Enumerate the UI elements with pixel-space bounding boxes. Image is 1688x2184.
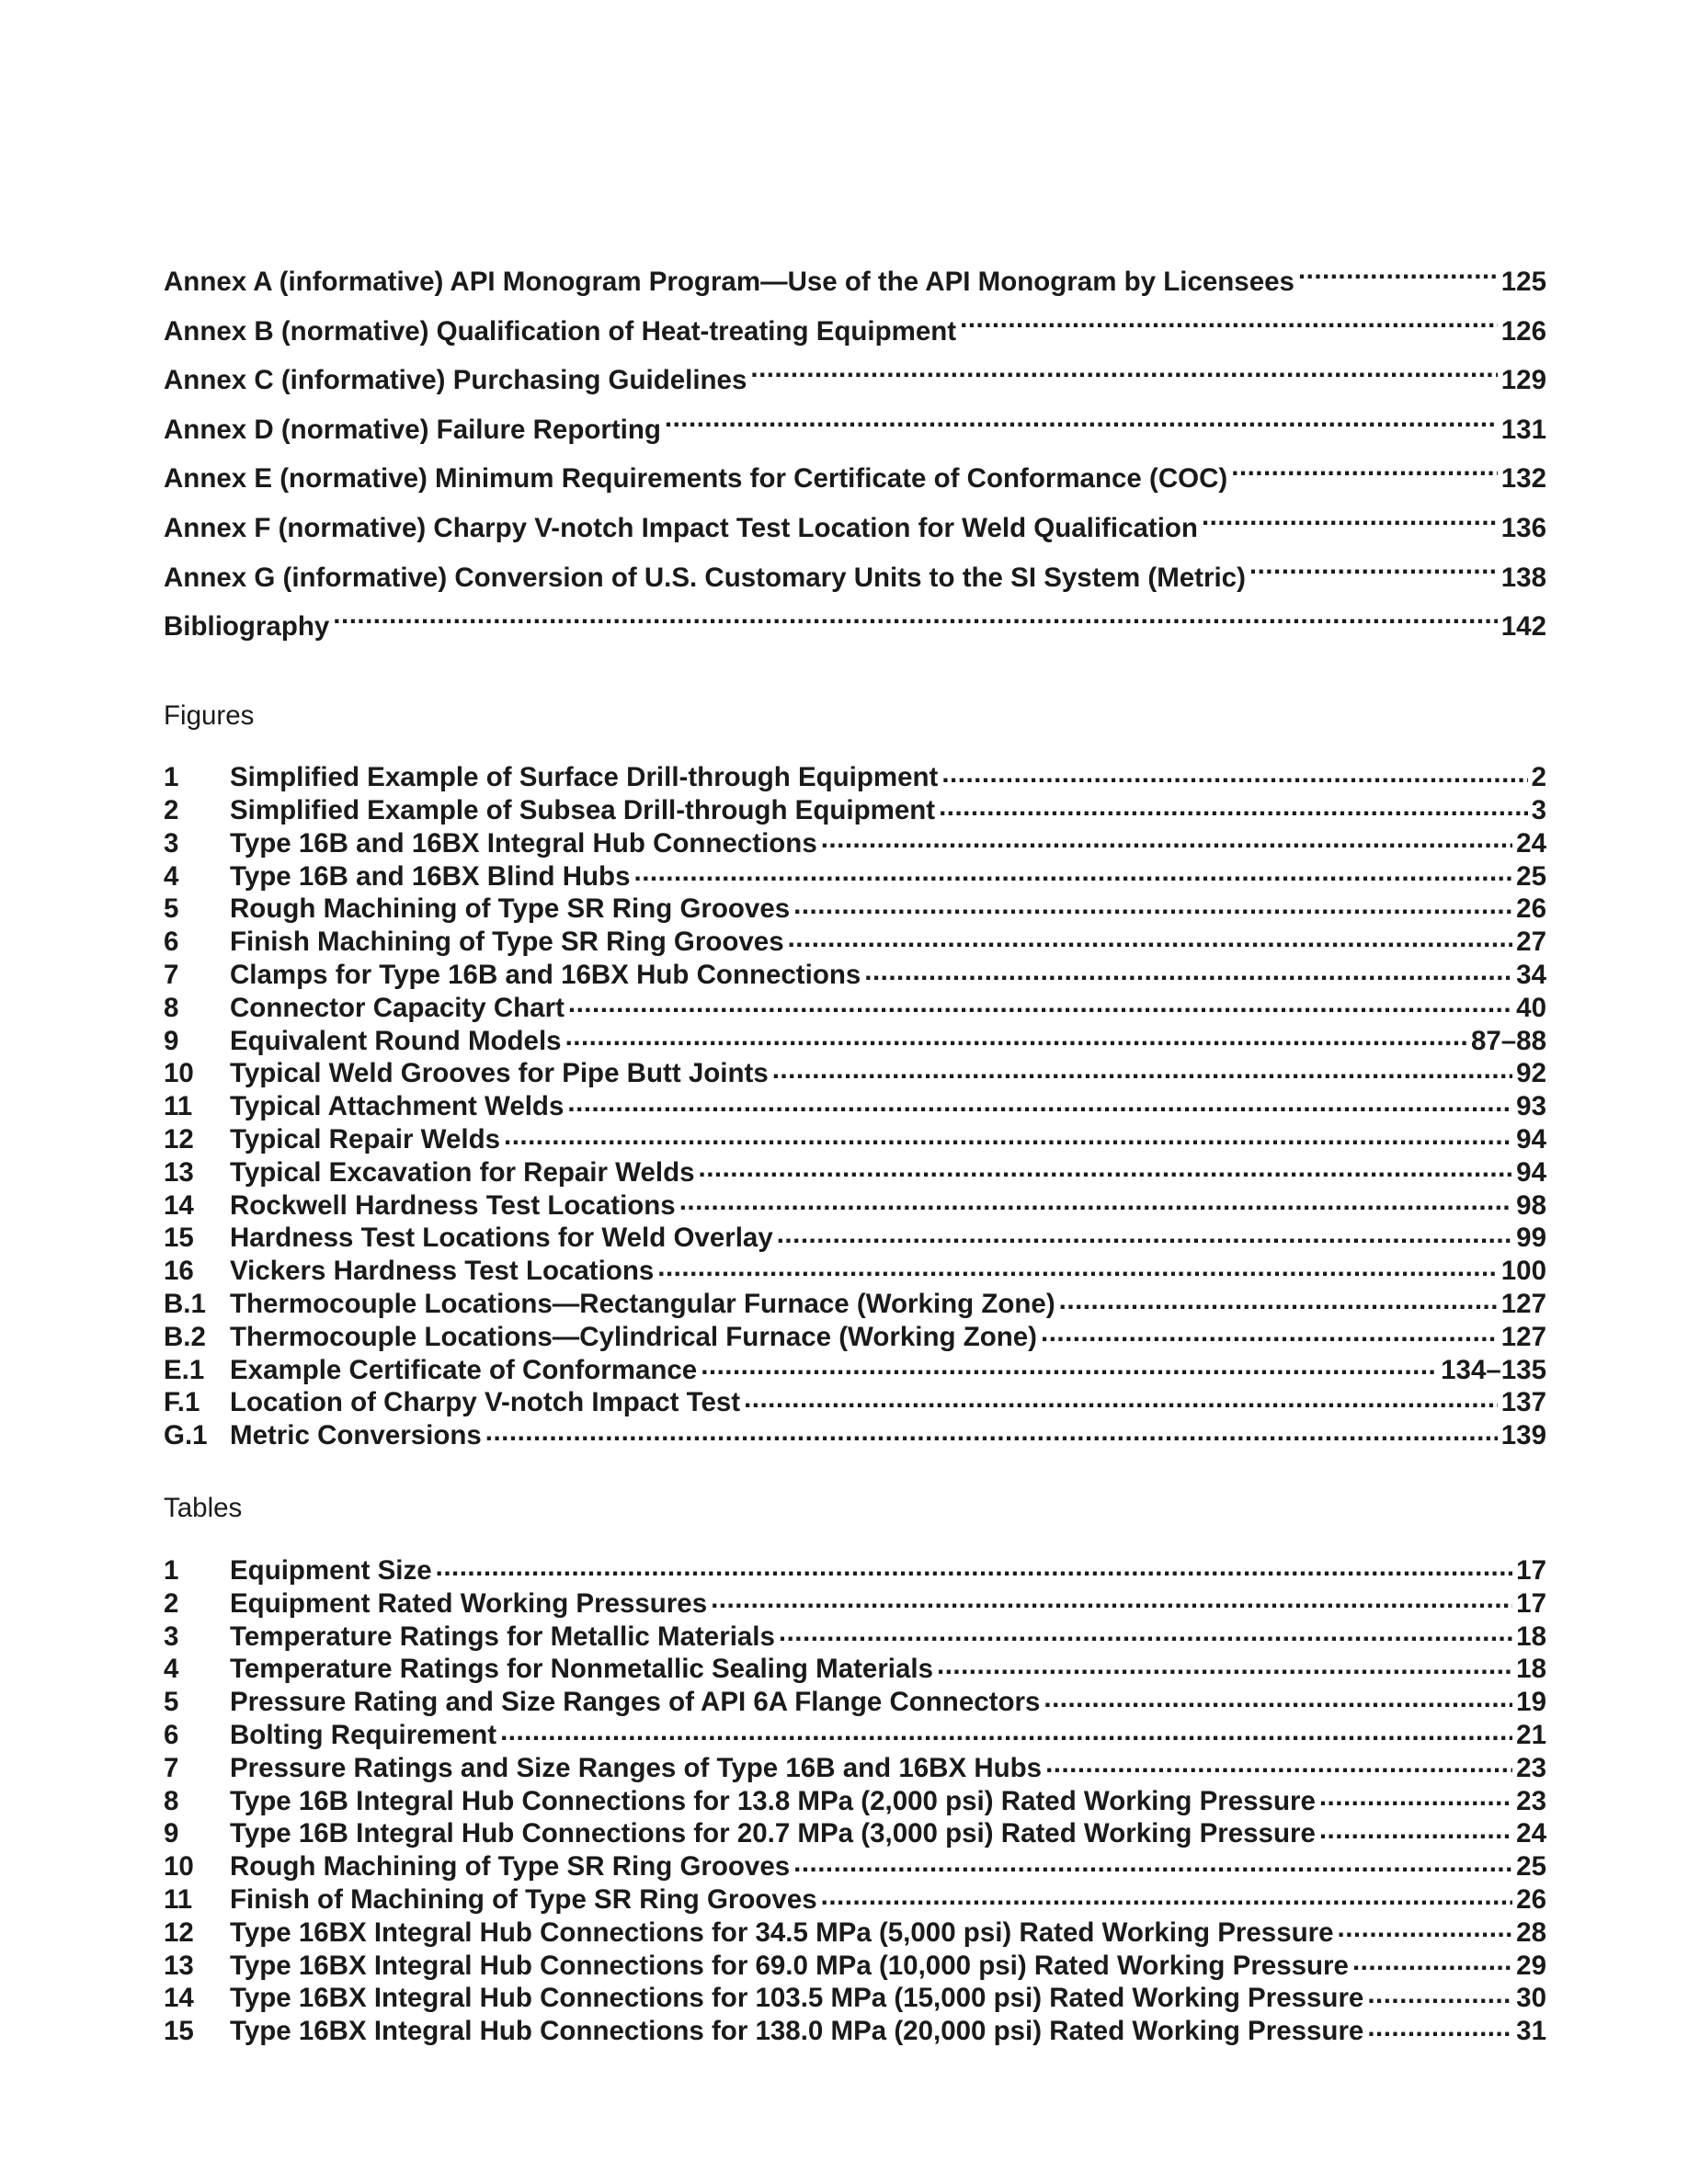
toc-entry-page: 3 <box>1531 795 1546 825</box>
toc-entry-page: 94 <box>1516 1156 1546 1188</box>
toc-entry-page: 99 <box>1516 1223 1546 1253</box>
figures-list <box>164 759 1546 1450</box>
toc-entry-page: 25 <box>1516 860 1546 891</box>
dot-leader <box>500 1716 1512 1744</box>
table-list-item[interactable] <box>164 1815 1546 1848</box>
toc-entry-page: 132 <box>1500 463 1546 495</box>
toc-entry-title: Pressure Ratings and Size Ranges of Type 16B and 16BX Hubs <box>230 1752 1043 1783</box>
figure-list-item[interactable] <box>164 858 1546 891</box>
toc-entry-title: Simplified Example of Surface Drill-through Equipment <box>230 762 939 792</box>
toc-entry-title: Type 16B Integral Hub Connections for 13.8 MPa (2,000 psi) Rated Working Pressure <box>230 1785 1316 1815</box>
toc-entry-title: Type 16B Integral Hub Connections for 20.7 MPa (3,000 psi) Rated Working Pressure <box>230 1818 1316 1848</box>
dot-leader <box>565 1022 1467 1050</box>
dot-leader <box>567 1088 1512 1116</box>
toc-entry-number: 11 <box>164 1883 193 1915</box>
dot-leader <box>772 1055 1512 1083</box>
toc-entry-page: 100 <box>1500 1256 1546 1286</box>
dot-leader <box>1059 1286 1498 1314</box>
toc-entry-annex-f[interactable] <box>164 504 1546 553</box>
toc-entry-title: Connector Capacity Chart <box>230 992 565 1023</box>
figures-section <box>164 698 1546 1450</box>
toc-entry-number: 9 <box>164 1818 179 1848</box>
dot-leader <box>701 1351 1437 1379</box>
dot-leader <box>960 313 1498 340</box>
toc-entry-title: Temperature Ratings for Metallic Materials <box>230 1621 775 1651</box>
toc-entry-title: Type 16BX Integral Hub Connections for 103.5 MPa (15,000 psi) Rated Working Pressure <box>230 1983 1364 2013</box>
toc-entry-page: 23 <box>1516 1785 1546 1815</box>
toc-entry-number: 2 <box>164 1587 179 1619</box>
toc-entry-page: 87–88 <box>1470 1025 1546 1055</box>
toc-entry-title: Equivalent Round Models <box>230 1025 562 1055</box>
toc-entry-title: Annex C (informative) Purchasing Guidelines <box>164 365 747 396</box>
toc-entry-title: Example Certificate of Conformance <box>230 1354 698 1384</box>
toc-entry-page: 126 <box>1500 315 1546 347</box>
toc-entry-page: 18 <box>1516 1654 1546 1684</box>
toc-entry-title: Type 16BX Integral Hub Connections for 69.0 MPa (10,000 psi) Rated Working Pressure <box>230 1950 1349 1980</box>
dot-leader <box>657 1253 1497 1280</box>
toc-entry-number: 10 <box>164 1851 194 1882</box>
toc-entry-title: Typical Weld Grooves for Pipe Butt Joints <box>230 1058 769 1088</box>
figure-list-item[interactable] <box>164 1417 1546 1450</box>
toc-entry-page: 29 <box>1516 1950 1546 1980</box>
toc-entry-page: 21 <box>1516 1719 1546 1750</box>
toc-entry-title: Simplified Example of Subsea Drill-through Equipment <box>230 795 936 825</box>
toc-entry-page: 139 <box>1500 1420 1546 1450</box>
dot-leader <box>1202 509 1498 537</box>
table-list-item[interactable] <box>164 1881 1546 1914</box>
toc-entry-number: G.1 <box>164 1420 208 1450</box>
figure-list-item[interactable] <box>164 1022 1546 1055</box>
toc-entry-title: Finish Machining of Type SR Ring Grooves <box>230 927 784 957</box>
toc-entry-page: 125 <box>1500 267 1546 297</box>
toc-entry-title: Typical Excavation for Repair Welds <box>230 1156 695 1188</box>
toc-entry-page: 129 <box>1500 365 1546 396</box>
dot-leader <box>634 858 1513 885</box>
toc-entry-title: Type 16BX Integral Hub Connections for 34.5 MPa (5,000 psi) Rated Working Pressure <box>230 1917 1334 1948</box>
toc-entry-title: Annex E (normative) Minimum Requirements for Certificate of Conformance (COC) <box>164 463 1228 495</box>
toc-page <box>164 257 1546 2045</box>
toc-entry-page: 136 <box>1500 512 1546 543</box>
figure-list-item[interactable] <box>164 1318 1546 1351</box>
toc-entry-title: Type 16B and 16BX Integral Hub Connections <box>230 827 817 859</box>
table-list-item[interactable] <box>164 1980 1546 2013</box>
figures-heading: Figures <box>164 700 255 731</box>
dot-leader <box>941 759 1527 787</box>
toc-entry-number: 4 <box>164 860 179 891</box>
toc-entry-page: 24 <box>1516 1818 1546 1848</box>
dot-leader <box>777 1220 1512 1247</box>
toc-entry-number: 4 <box>164 1654 179 1684</box>
toc-entry-title: Thermocouple Locations—Rectangular Furnace (Working Zone) <box>230 1289 1055 1319</box>
toc-entry-page: 93 <box>1516 1091 1546 1121</box>
figure-list-item[interactable] <box>164 989 1546 1022</box>
toc-entry-title: Hardness Test Locations for Weld Overlay <box>230 1223 773 1253</box>
toc-entry-number: 8 <box>164 1785 179 1815</box>
toc-entry-page: 26 <box>1516 893 1546 924</box>
toc-entry-number: 11 <box>164 1091 193 1121</box>
table-list-item[interactable] <box>164 1914 1546 1947</box>
toc-entry-number: 13 <box>164 1950 194 1980</box>
toc-entry-number: 9 <box>164 1025 179 1055</box>
toc-entry-page: 92 <box>1516 1058 1546 1088</box>
toc-entry-number: 12 <box>164 1917 194 1948</box>
dot-leader <box>821 1881 1513 1908</box>
toc-entry-page: 31 <box>1516 2016 1546 2046</box>
dot-leader <box>1044 1684 1512 1712</box>
dot-leader <box>699 1154 1513 1181</box>
toc-entry-title: Type 16BX Integral Hub Connections for 138.0 MPa (20,000 psi) Rated Working Pressure <box>230 2016 1364 2046</box>
dot-leader <box>568 989 1512 1017</box>
figure-list-item[interactable] <box>164 957 1546 990</box>
toc-entry-number: 2 <box>164 795 179 825</box>
tables-list <box>164 1552 1546 2045</box>
dot-leader <box>821 825 1512 852</box>
dot-leader <box>1352 1947 1512 1974</box>
toc-entry-title: Typical Repair Welds <box>230 1124 501 1155</box>
tables-heading: Tables <box>164 1493 243 1524</box>
toc-entry-number: 3 <box>164 827 179 859</box>
toc-entry-number: 14 <box>164 1983 194 2013</box>
toc-entry-annex-g[interactable] <box>164 553 1546 603</box>
toc-entry-annex-c[interactable] <box>164 356 1546 405</box>
toc-entry-number: B.2 <box>164 1321 206 1352</box>
toc-entry-number: 1 <box>164 762 179 792</box>
dot-leader <box>937 1651 1512 1678</box>
annex-list <box>164 257 1546 652</box>
toc-entry-page: 98 <box>1516 1189 1546 1220</box>
dot-leader <box>1367 1980 1512 2008</box>
figure-list-item[interactable] <box>164 1253 1546 1286</box>
toc-entry-page: 25 <box>1516 1851 1546 1882</box>
toc-entry-page: 26 <box>1516 1883 1546 1915</box>
toc-entry-title: Rockwell Hardness Test Locations <box>230 1189 676 1220</box>
toc-entry-page: 131 <box>1500 414 1546 445</box>
toc-entry-title: Location of Charpy V-notch Impact Test <box>230 1387 741 1417</box>
toc-entry-title: Pressure Rating and Size Ranges of API 6A Flange Connectors <box>230 1687 1041 1717</box>
toc-entry-page: 134–135 <box>1441 1354 1546 1384</box>
toc-entry-title: Annex G (informative) Conversion of U.S. Customary Units to the SI System (Metric) <box>164 562 1246 593</box>
toc-entry-page: 24 <box>1516 827 1546 859</box>
toc-entry-number: 6 <box>164 927 179 957</box>
dot-leader <box>788 924 1513 951</box>
figure-list-item[interactable] <box>164 1121 1546 1155</box>
dot-leader <box>1338 1914 1513 1941</box>
toc-entry-page: 23 <box>1516 1752 1546 1783</box>
dot-leader <box>1231 461 1498 488</box>
toc-entry-title: Type 16B and 16BX Blind Hubs <box>230 860 631 891</box>
figure-list-item[interactable] <box>164 1351 1546 1384</box>
figure-list-item[interactable] <box>164 825 1546 858</box>
toc-entry-number: 5 <box>164 1687 179 1717</box>
dot-leader <box>1319 1815 1512 1843</box>
toc-entry-title: Vickers Hardness Test Locations <box>230 1256 655 1286</box>
table-list-item[interactable] <box>164 1585 1546 1618</box>
toc-entry-number: 13 <box>164 1156 194 1188</box>
dot-leader <box>939 792 1528 820</box>
toc-entry-page: 94 <box>1516 1124 1546 1155</box>
toc-entry-title: Thermocouple Locations—Cylindrical Furnace (Working Zone) <box>230 1321 1037 1352</box>
toc-entry-number: 12 <box>164 1124 194 1155</box>
dot-leader <box>1249 559 1498 586</box>
dot-leader <box>1041 1318 1498 1346</box>
table-list-item[interactable] <box>164 1749 1546 1782</box>
toc-entry-page: 17 <box>1516 1554 1546 1586</box>
toc-entry-number: 5 <box>164 893 179 924</box>
toc-entry-page: 127 <box>1500 1289 1546 1319</box>
figure-list-item[interactable] <box>164 1055 1546 1088</box>
table-list-item[interactable] <box>164 1552 1546 1585</box>
toc-entry-page: 34 <box>1516 960 1546 990</box>
figure-list-item[interactable] <box>164 1384 1546 1417</box>
toc-entry-page: 18 <box>1516 1621 1546 1651</box>
toc-entry-title: Finish of Machining of Type SR Ring Grooves <box>230 1883 817 1915</box>
toc-entry-number: 16 <box>164 1256 194 1286</box>
toc-entry-page: 17 <box>1516 1587 1546 1619</box>
dot-leader <box>864 957 1512 984</box>
figure-list-item[interactable] <box>164 792 1546 825</box>
figure-list-item[interactable] <box>164 891 1546 924</box>
toc-entry-title: Equipment Rated Working Pressures <box>230 1587 708 1619</box>
tables-section <box>164 1490 1546 2045</box>
toc-entry-title: Annex A (informative) API Monogram Program—Use of the API Monogram by Licensees <box>164 267 1295 297</box>
dot-leader <box>1298 264 1498 291</box>
table-list-item[interactable] <box>164 1651 1546 1684</box>
toc-entry-title: Rough Machining of Type SR Ring Grooves <box>230 893 791 924</box>
toc-entry-title: Clamps for Type 16B and 16BX Hub Connections <box>230 960 861 990</box>
toc-entry-title: Typical Attachment Welds <box>230 1091 565 1121</box>
dot-leader <box>679 1187 1512 1214</box>
table-list-item[interactable] <box>164 2013 1546 2046</box>
toc-entry-annex-e[interactable] <box>164 454 1546 504</box>
toc-entry-page: 27 <box>1516 927 1546 957</box>
dot-leader <box>711 1585 1512 1612</box>
figure-list-item[interactable] <box>164 1286 1546 1319</box>
toc-entry-number: 6 <box>164 1719 179 1750</box>
toc-entry-title: Metric Conversions <box>230 1420 482 1450</box>
toc-entry-page: 138 <box>1500 562 1546 593</box>
figure-list-item[interactable] <box>164 1187 1546 1220</box>
toc-entry-annex-b[interactable] <box>164 307 1546 357</box>
toc-entry-number: E.1 <box>164 1354 205 1384</box>
toc-entry-title: Temperature Ratings for Nonmetallic Sealing Materials <box>230 1654 934 1684</box>
dot-leader <box>750 362 1497 390</box>
toc-entry-title: Annex B (normative) Qualification of Heat-treating Equipment <box>164 315 957 347</box>
toc-entry-page: 40 <box>1516 992 1546 1023</box>
dot-leader <box>1045 1749 1512 1777</box>
toc-entry-page: 19 <box>1516 1687 1546 1717</box>
dot-leader <box>485 1417 1498 1445</box>
toc-entry-title: Bolting Requirement <box>230 1719 497 1750</box>
toc-entry-number: B.1 <box>164 1289 206 1319</box>
toc-entry-number: 8 <box>164 992 179 1023</box>
toc-entry-number: 14 <box>164 1189 194 1220</box>
toc-entry-number: 1 <box>164 1554 179 1586</box>
table-list-item[interactable] <box>164 1848 1546 1882</box>
toc-entry-page: 142 <box>1500 611 1546 643</box>
table-list-item[interactable] <box>164 1618 1546 1651</box>
dot-leader <box>504 1121 1512 1149</box>
figure-list-item[interactable] <box>164 1220 1546 1253</box>
toc-entry-page: 28 <box>1516 1917 1546 1948</box>
toc-entry-number: 7 <box>164 1752 179 1783</box>
table-list-item[interactable] <box>164 1782 1546 1815</box>
dot-leader <box>1367 2013 1512 2041</box>
toc-entry-number: 3 <box>164 1621 179 1651</box>
toc-entry-page: 127 <box>1500 1321 1546 1352</box>
toc-entry-page: 137 <box>1500 1387 1546 1417</box>
toc-entry-title: Equipment Size <box>230 1554 432 1586</box>
figure-list-item[interactable] <box>164 924 1546 957</box>
toc-entry-page: 2 <box>1531 762 1546 792</box>
toc-entry-title: Annex F (normative) Charpy V-notch Impact Test Location for Weld Qualification <box>164 512 1198 543</box>
dot-leader <box>793 1848 1512 1876</box>
toc-entry-number: F.1 <box>164 1387 200 1417</box>
figure-list-item[interactable] <box>164 759 1546 792</box>
toc-entry-annex-d[interactable] <box>164 405 1546 455</box>
toc-entry-number: 15 <box>164 2016 194 2046</box>
figure-list-item[interactable] <box>164 1088 1546 1121</box>
dot-leader <box>665 411 1498 438</box>
toc-entry-number: 10 <box>164 1058 194 1088</box>
toc-entry-title: Rough Machining of Type SR Ring Grooves <box>230 1851 791 1882</box>
toc-entry-bibliography[interactable] <box>164 602 1546 652</box>
toc-entry-title: Bibliography <box>164 611 330 643</box>
dot-leader <box>333 609 1497 636</box>
toc-entry-annex-a[interactable] <box>164 257 1546 307</box>
toc-entry-page: 30 <box>1516 1983 1546 2013</box>
table-list-item[interactable] <box>164 1684 1546 1717</box>
dot-leader <box>793 891 1512 918</box>
figure-list-item[interactable] <box>164 1154 1546 1187</box>
table-list-item[interactable] <box>164 1947 1546 1980</box>
dot-leader <box>779 1618 1512 1645</box>
dot-leader <box>436 1552 1513 1579</box>
table-list-item[interactable] <box>164 1716 1546 1749</box>
toc-entry-title: Annex D (normative) Failure Reporting <box>164 414 661 445</box>
toc-entry-number: 7 <box>164 960 179 990</box>
dot-leader <box>744 1384 1498 1412</box>
toc-entry-number: 15 <box>164 1223 194 1253</box>
dot-leader <box>1319 1782 1512 1810</box>
